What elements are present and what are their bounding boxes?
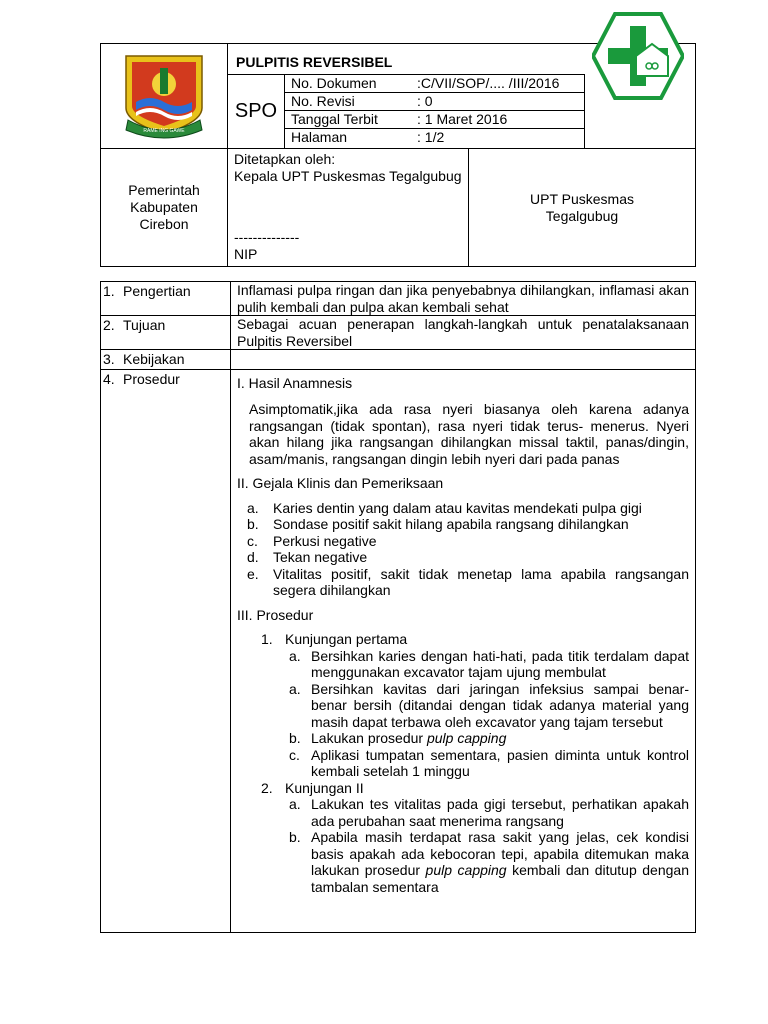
list-item [247, 533, 689, 550]
row-number: 1. [103, 283, 115, 299]
list-text: Perkusi negative [273, 532, 377, 549]
svg-text:RAME ING GAWE: RAME ING GAWE [143, 127, 185, 134]
org-name [101, 149, 228, 267]
row-label: Pengertian [123, 283, 191, 299]
list-text: Tekan negative [273, 549, 368, 565]
row-number: 2. [103, 317, 115, 333]
list-text: Aplikasi tumpatan sementara, pasien diminta untuk kontrol kembali setelah 1 minggu [311, 746, 689, 779]
list-item [289, 747, 689, 780]
kunjungan-pertama [261, 631, 689, 648]
kunjungan-title: Kunjungan pertama [285, 631, 408, 647]
puskesmas-logo-icon [592, 12, 684, 100]
nip-label: NIP [234, 246, 258, 262]
ditetapkan-label: Ditetapkan oleh: [234, 151, 336, 167]
list-marker: 1. [261, 631, 273, 647]
list-text-part: kembali dan ditutup dengan tambalan sementara [311, 862, 689, 895]
list-text-part: Apabila masih terdapat rasa sakit yang jelas, cek kondisi basis apakah ada kebocoran tepi, apabila ditemukan maka lakukan prosedur [311, 829, 689, 878]
section-gejala-title: II. Gejala Klinis dan Pemeriksaan [237, 475, 444, 491]
list-item [289, 730, 689, 747]
upt-cell [469, 149, 696, 267]
list-text [311, 730, 689, 747]
row-pengertian-text: Inflamasi pulpa ringan dan jika penyebabnya dihilangkan, inflamasi akan pulih kembali dan pulpa akan kembali sehat [231, 282, 696, 316]
list-marker: b. [289, 730, 301, 746]
signature-line: -------------- [234, 229, 300, 245]
meta-label: No. Revisi [291, 92, 355, 109]
list-item [247, 549, 689, 566]
gejala-list [247, 500, 689, 599]
row-number: 4. [103, 370, 115, 387]
meta-value: : 1 Maret 2016 [417, 110, 508, 127]
row-label: Prosedur [123, 370, 180, 387]
list-text-emphasis: pulp capping [426, 730, 507, 746]
list-text: Karies dentin yang dalam atau kavitas mendekati pulpa gigi [273, 499, 642, 516]
upt-name: UPT Puskesmas Tegalgubug [530, 190, 634, 224]
meta-block [285, 74, 585, 148]
list-marker: a. [289, 680, 301, 697]
section-hasil-anamnesis-title: I. Hasil Anamnesis [237, 374, 353, 391]
meta-value: :C/VII/SOP/.... /III/2016 [417, 74, 560, 91]
kepala-label: Kepala UPT Puskesmas Tegalgubug [234, 168, 462, 184]
kunjungan-kedua-steps [289, 796, 689, 895]
emblem-cell [101, 44, 228, 149]
kabupaten-cirebon-emblem-icon [116, 50, 212, 140]
approval-cell [228, 149, 469, 267]
row-kebijakan-label [101, 350, 231, 370]
kunjungan-pertama-steps [289, 648, 689, 780]
list-item [289, 796, 689, 829]
list-text: Bersihkan kavitas dari jaringan infeksius sampai benar-benar bersih (ditandai dengan tidak adanya material yang masih dapat terbawa oleh excavator yang tajam tersebut [311, 680, 689, 730]
list-text: Bersihkan karies dengan hati-hati, pada titik terdalam dapat menggunakan excavator tajam ujung membulat [311, 647, 689, 680]
list-marker: b. [289, 829, 301, 845]
list-marker: a. [289, 796, 301, 812]
list-marker: b. [247, 516, 259, 532]
list-text: Sondase positif sakit hilang apabila rangsang dihilangkan [273, 516, 629, 532]
row-number: 3. [103, 351, 115, 367]
doc-title: PULPITIS REVERSIBEL [228, 44, 585, 74]
list-item [247, 500, 689, 517]
list-marker: a. [289, 647, 301, 664]
meta-value: : 1/2 [417, 128, 445, 145]
list-item [247, 516, 689, 533]
meta-label: No. Dokumen [291, 74, 377, 91]
list-text-emphasis: pulp capping [425, 862, 507, 878]
org-name-text: Pemerintah Kabupaten Cirebon [128, 182, 200, 232]
list-marker: c. [247, 532, 258, 549]
row-label: Kebijakan [123, 351, 185, 367]
kunjungan-title: Kunjungan II [285, 779, 364, 796]
row-kebijakan-text [231, 350, 696, 370]
list-marker: d. [247, 549, 259, 565]
list-item [247, 566, 689, 599]
list-text-part: Lakukan prosedur [311, 730, 427, 746]
section-prosedur-title: III. Prosedur [237, 606, 314, 623]
list-text: Lakukan tes vitalitas pada gigi tersebut, perhatikan apakah ada perubahan saat menerima rangsang [311, 796, 689, 829]
row-pengertian-label [101, 282, 231, 316]
row-tujuan-text: Sebagai acuan penerapan langkah-langkah untuk penatalaksanaan Pulpitis Reversibel [231, 316, 696, 350]
content-table [100, 281, 696, 933]
kunjungan-list [261, 631, 689, 895]
list-text [311, 829, 689, 895]
row-tujuan-label [101, 316, 231, 350]
list-item [289, 681, 689, 731]
meta-label: Tanggal Terbit [291, 110, 378, 127]
meta-label: Halaman [291, 128, 348, 145]
meta-value: : 0 [417, 92, 433, 109]
list-item [289, 648, 689, 681]
list-marker: e. [247, 565, 259, 582]
list-item [289, 829, 689, 895]
list-marker: 2. [261, 779, 273, 796]
row-label: Tujuan [123, 317, 166, 333]
section-hasil-anamnesis-text: Asimptomatik,jika ada rasa nyeri biasanya oleh karena adanya rangsangan (tidak spontan), rasa nyeri tidak terus- menerus. Nyeri akan hilang jika rangsangan dihilangkan missal taktil, panas/dingin, asam/manis, rangsangan dingin lebih nyeri dari pada panas [249, 401, 689, 467]
kunjungan-kedua [261, 780, 689, 797]
row-prosedur-label [101, 369, 231, 932]
list-marker: a. [247, 499, 259, 516]
list-text: Vitalitas positif, sakit tidak menetap lama apabila rangsangan segera dihilangkan [273, 565, 689, 598]
prosedur-content [231, 369, 696, 932]
list-marker: c. [289, 746, 300, 763]
spo-label: SPO [228, 74, 285, 148]
